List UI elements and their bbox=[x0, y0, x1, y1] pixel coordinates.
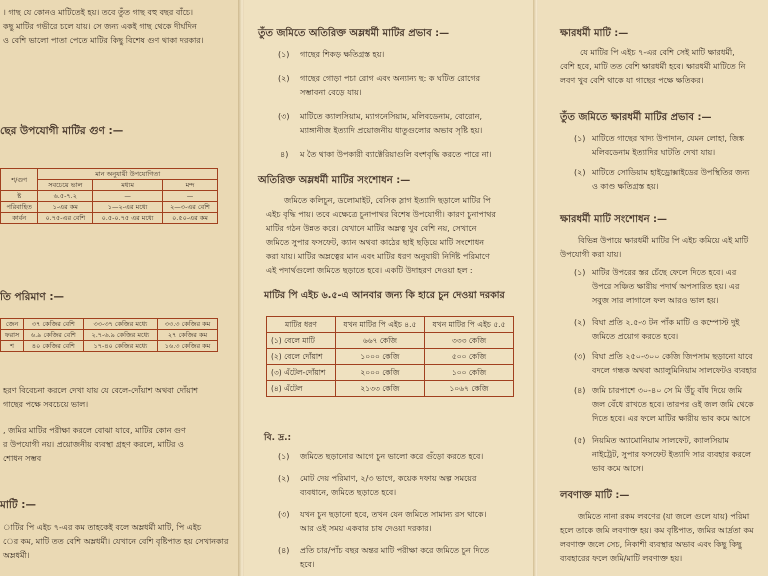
table-cell: ষ্ট bbox=[1, 191, 38, 202]
middle-panel bbox=[244, 0, 534, 576]
list-item: দিতে হবে। এর ফলে মাটির ক্ষারীয় ভাব কমে আসে bbox=[592, 414, 751, 423]
paragraph-line: উপযোগী করা যায়। bbox=[560, 250, 622, 259]
table-subheader: মধ্যম bbox=[93, 180, 163, 191]
lime-rate-table bbox=[266, 316, 514, 397]
list-item: উপরে সঞ্চিত ক্ষারীয় পদার্থ অপসারিত হয়। এর bbox=[592, 282, 740, 291]
intro-line: । গাছ যে কোনও মাটিতেই হয়। তবে তুঁত গাছ বহু বছর বাঁচে। bbox=[3, 8, 194, 17]
paragraph-line: এই পদার্থগুলো জমিতে ছড়াতে হবে। একটি উদাহরণ দেওয়া হল : bbox=[266, 266, 473, 275]
paragraph-line: বেশি হবে, মাটি তত বেশি ক্ষারধর্মী হবে। ক্ষারধর্মী মাটিতে নি bbox=[560, 62, 746, 71]
table-cell: ১—২-এর মধ্যে bbox=[93, 202, 163, 213]
list-item: যখন চুন ছড়ানো হবে, তখন যেন জমিতে সামান্য রস থাকে। bbox=[300, 510, 487, 519]
paragraph-line: র উপযোগী নয়। প্রয়োজনীয় ব্যবস্থা গ্রহণ করলে, মাটির ও bbox=[3, 440, 184, 449]
list-item: আর ওই সময় একবার চাষ দেওয়া দরকার। bbox=[300, 524, 432, 533]
list-item: ভাব কমে আসে। bbox=[592, 464, 644, 473]
table-cell: (২) বেলে দোঁয়াশ bbox=[267, 349, 336, 365]
paragraph-line: গাছের পক্ষে সবচেয়ে ভাল। bbox=[3, 400, 89, 409]
table-cell: ২১৩৩ কেজি bbox=[335, 381, 424, 397]
list-item: নাইট্রেট, সুপার ফসফেট ইত্যাদি সার ব্যবহার করলে bbox=[592, 450, 751, 459]
list-number: (২) bbox=[574, 318, 586, 327]
paragraph-line: বিভিন্ন উপায়ে ক্ষারধর্মী মাটির পি এইচ কমিয়ে এই মাটি bbox=[578, 236, 749, 245]
list-number: (১) bbox=[574, 268, 586, 277]
paragraph-line: াটির পি এইচ ৭-এর কম তাহকেই বলে অম্লধর্মী মাটি, পি এইচ bbox=[3, 523, 202, 532]
intro-line: কছু মাটির গভীরে চলে যায়। সে জন্য একই গাছ থেকে দীর্ঘদিন bbox=[3, 22, 197, 31]
nutrient-table bbox=[0, 318, 218, 352]
list-item: মাটিতে ক্যালসিয়াম, ম্যাগনেসিয়াম, মলিবডেনাম, বোরোন, bbox=[300, 112, 483, 121]
table-header-cell: যখন মাটির পি এইচ ৪.৫ bbox=[335, 317, 424, 333]
list-item: জল বেঁধে রাখতে হবে। তারপর ওই জল জমি থেকে bbox=[592, 400, 754, 409]
paragraph-line: হরণ বিবেচনা করলে দেখা যায় যে বেলে-দোঁয়াশ অথবা দোঁয়াশ bbox=[3, 386, 199, 395]
table-cell: ১৬.৩ কেজির কম bbox=[158, 341, 218, 352]
table-cell: ২.৭-৬.৯ কেজির মধ্যে bbox=[83, 330, 157, 341]
table-cell: ২—৩-এর বেশি bbox=[163, 202, 218, 213]
table-row bbox=[267, 365, 514, 381]
soil-quality-table bbox=[0, 168, 218, 224]
table-header-cell: শ/গুণ bbox=[1, 169, 38, 191]
section-heading: মাটি :— bbox=[0, 499, 36, 511]
list-item: ব্যবধানে, জমিতে ছড়াতে হবে। bbox=[300, 488, 397, 497]
paragraph-line: , জমির মাটির পরীক্ষা করলে বোঝা যাবে, মাটির কোন গুণ bbox=[3, 426, 186, 435]
table-cell: ০.৫-০.৭৫ এর মধ্যে bbox=[93, 213, 163, 224]
list-item: মলিবডেনাম ইত্যাদির ঘাটতি দেখা যায়। bbox=[592, 148, 716, 157]
list-number: (৩) bbox=[574, 352, 586, 361]
list-item: জমিতে প্রয়োগ করতে হবে। bbox=[592, 332, 679, 341]
table-cell: ৬.৯ কেজির বেশি bbox=[24, 330, 83, 341]
table-cell: ৩৩.৩ কেজির কম bbox=[158, 319, 218, 330]
table-row bbox=[1, 202, 218, 213]
list-item: বিঘা প্রতি ২৫০-৩০০ কেজি জিপসাম ছড়ানো যাবে bbox=[592, 352, 753, 361]
list-item: সবুজ সার লাগালে ফল আরও ভাল হয়। bbox=[592, 296, 719, 305]
list-item: ম তৈ থাকা উপকারী ব্যাক্টেরিয়াগুলি বংশবৃদ্ধি করতে পারে না। bbox=[300, 150, 492, 159]
table-cell: ৬৬৭ কেজি bbox=[335, 333, 424, 349]
paragraph-line: ব্যবহারের ফলে জমি/মাটি লবণাক্ত হয়। bbox=[560, 554, 683, 563]
list-number: (২) bbox=[278, 474, 290, 483]
table-cell: (৪) এঁটেল bbox=[267, 381, 336, 397]
paragraph-line: অম্লধর্মী। bbox=[3, 551, 30, 560]
table-row bbox=[1, 341, 218, 352]
list-number: (২) bbox=[574, 168, 586, 177]
table-cell: ১৭-৪০ কেজির মধ্যে bbox=[83, 341, 157, 352]
paragraph-line: হলে তাকে জমি লবণাক্ত হয়। কম বৃষ্টিপাত, জমির আর্দ্রতা কম bbox=[560, 526, 754, 535]
table-cell: ৩৭ কেজির বেশি bbox=[24, 319, 83, 330]
table-cell: ৩৩-৩৭ কেজির মধ্যে bbox=[83, 319, 157, 330]
list-item: জমি চারপাশে ৩০-৪০ সে মি উঁচু বাঁধ দিয়ে জমি bbox=[592, 386, 743, 395]
section-heading: লবণাক্ত মাটি :— bbox=[560, 490, 630, 501]
table-title: মাটির পি এইচ ৬.৫-এ আনবার জন্য কি হারে চুন দেওয়া দরকার bbox=[264, 290, 505, 301]
list-item: হবে। bbox=[300, 560, 315, 569]
paragraph-line: যে মাটির পি এইচ ৭-এর বেশি সেই মাটি ক্ষারধর্মী, bbox=[580, 48, 735, 57]
list-item: ও কাণ্ড ক্ষতিগ্রস্ত হয়। bbox=[592, 182, 659, 191]
left-panel bbox=[0, 0, 240, 576]
table-cell: ফরাস bbox=[1, 330, 24, 341]
note-label: বি. দ্র.: bbox=[264, 433, 292, 443]
section-heading: তি পরিমাণ :— bbox=[0, 291, 65, 303]
table-row bbox=[1, 191, 218, 202]
table-row bbox=[267, 381, 514, 397]
paragraph-line: এইচ বৃদ্ধি পায়। তবে এক্ষেত্রে চুনাপাথর বিশেষ উপযোগী। কারণ চুনাপাথর bbox=[266, 210, 496, 219]
list-number: (১) bbox=[278, 50, 290, 59]
table-cell: ২৭ কেজির কম bbox=[158, 330, 218, 341]
list-item: মোট দেয় পরিমাণ, ২/৩ ভাগে, কয়েক দফায় অল্প সময়ের bbox=[300, 474, 477, 483]
table-cell: ০.৭৫-এর বেশি bbox=[38, 213, 93, 224]
table-cell: পরিবাহিত bbox=[1, 202, 38, 213]
list-number: (১) bbox=[574, 134, 586, 143]
paragraph-line: করা যায়। মাটির অম্লত্বের মান এবং মাটির ধরণ অনুযায়ী নির্দিষ্ট পরিমাণে bbox=[266, 252, 490, 261]
list-number: (৫) bbox=[574, 436, 586, 445]
list-number: (১) bbox=[278, 452, 290, 461]
table-header-cell: মাটির ধরণ bbox=[267, 317, 336, 333]
section-heading: তুঁত জমিতে ক্ষারধর্মী মাটির প্রভাব :— bbox=[560, 112, 712, 123]
table-row bbox=[1, 319, 218, 330]
list-item: ম্যাঙ্গানীজ ইত্যাদি প্রয়োজনীয় ধাতুগুলোর অভাব সৃষ্টি হয়। bbox=[300, 126, 483, 135]
list-item: গাছের গোড়া পচা রোগ এবং অন্যান্য ছ: ক ঘটিত রোগের bbox=[300, 74, 481, 83]
paragraph-line: লবণ খুব বেশি থাকে যা গাছের পক্ষে ক্ষতিকর। bbox=[560, 76, 704, 85]
paragraph-line: মাটির গঠন উন্নত করে। যেখানে মাটির অম্লত্ব খুব বেশি নয়, সেখানে bbox=[266, 224, 477, 233]
table-cell: শ bbox=[1, 341, 24, 352]
table-cell: ৪০ কেজির বেশি bbox=[24, 341, 83, 352]
table-cell: ৫০০ কেজি bbox=[424, 349, 513, 365]
table-cell: ১০০ কেজি bbox=[424, 365, 513, 381]
paragraph-line: শোধন সম্ভব bbox=[3, 454, 42, 463]
table-row bbox=[1, 330, 218, 341]
table-header-cell: যখন মাটির পি এইচ ৫.৫ bbox=[424, 317, 513, 333]
table-group-header: মান অনুযায়ী উপযোগিতা bbox=[38, 169, 218, 180]
section-heading: তুঁত জমিতে অতিরিক্ত অম্লধর্মী মাটির প্রভাব :— bbox=[258, 28, 450, 39]
paragraph-line: লবণাক্ত জলে সেচ, নিকাশী ব্যবস্থার অভাব এবং কিছু কিছু bbox=[560, 540, 742, 549]
table-cell: ১০০০ কেজি bbox=[335, 349, 424, 365]
section-heading: অতিরিক্ত অম্লধর্মী মাটির সংশোধন :— bbox=[258, 175, 411, 186]
list-item: বদলে গন্ধক অথবা অ্যালুমিনিয়াম সালফেটও ব্যবহার bbox=[592, 366, 757, 375]
table-cell: কার্বন bbox=[1, 213, 38, 224]
list-item: বিঘা প্রতি ২.৫-৩ টন পাঁক মাটি ও কম্পোস্ট দুই bbox=[592, 318, 740, 327]
table-subheader: সবচেয়ে ভাল bbox=[38, 180, 93, 191]
list-item: গাছের শিকড় ক্ষতিগ্রস্ত হয়। bbox=[300, 50, 385, 59]
list-number: (৩) bbox=[278, 510, 290, 519]
paragraph-line: জমিতে নানা রকম লবণের (যা জলে গুলে যায়) পরিমা bbox=[578, 512, 750, 521]
table-cell: ১-এর কম bbox=[38, 202, 93, 213]
table-cell: — bbox=[93, 191, 163, 202]
list-number: (২) bbox=[278, 74, 290, 83]
list-number: (৪) bbox=[278, 546, 290, 555]
table-cell: ১০৬৭ কেজি bbox=[424, 381, 513, 397]
list-number: (৪) bbox=[574, 386, 586, 395]
table-cell: জেন bbox=[1, 319, 24, 330]
list-item: সম্ভাবনা বেড়ে যায়। bbox=[300, 88, 362, 97]
table-cell: ০.৫০-এর কম bbox=[163, 213, 218, 224]
list-item: মাটিতে সোডিয়াম হাইড্রোক্সাইডের উপস্থিতির জন্য bbox=[592, 168, 750, 177]
table-cell: ৩৩৩ কেজি bbox=[424, 333, 513, 349]
paragraph-line: জমিতে কলিচুন, ডলোমাইট, বেসিক স্লাগ ইত্যাদি ছড়ালে মাটির পি bbox=[284, 196, 491, 205]
right-panel bbox=[538, 0, 768, 576]
list-item: নিয়মিত অ্যামোনিয়াম সালফেট, ক্যালসিয়াম bbox=[592, 436, 729, 445]
table-cell: (১) বেলে মাটি bbox=[267, 333, 336, 349]
paragraph-line: ের কম, মাটি তত বেশি অম্লধর্মী। যেখানে বেশি বৃষ্টিপাত হয় সেখানকার bbox=[3, 537, 229, 546]
intro-line: ও বেশি ভালো পাতা পেতে মাটির কিছু বিশেষ গুণ থাকা দরকার। bbox=[3, 36, 204, 45]
table-row bbox=[1, 213, 218, 224]
list-item: প্রতি চার/পাঁচ বছর অন্তর মাটি পরীক্ষা করে জমিতে চুন দিতে bbox=[300, 546, 489, 555]
list-item: মাটির উপরের স্তর চেঁছে ফেলে দিতে হবে। এর bbox=[592, 268, 737, 277]
table-subheader: মন্দ bbox=[163, 180, 218, 191]
list-item: মাটিতে গাছের খাদ্য উপাদান, যেমন লোহা, জিঙ্ক bbox=[592, 134, 744, 143]
section-heading: ছের উপযোগী মাটির গুণ :— bbox=[0, 125, 124, 137]
table-row bbox=[267, 349, 514, 365]
table-row bbox=[267, 333, 514, 349]
section-heading: ক্ষারধর্মী মাটি সংশোধন :— bbox=[560, 214, 668, 225]
paragraph-line: জমিতে সুপার ফসফেট, ক্যান অথবা কাঠের ছাই ছড়িয়ে মাটি সংশোধন bbox=[266, 238, 484, 247]
table-cell: ২০০০ কেজি bbox=[335, 365, 424, 381]
table-cell: (৩) এঁটেল-দোঁয়াশ bbox=[267, 365, 336, 381]
list-number: (৩) bbox=[278, 112, 290, 121]
table-cell: — bbox=[163, 191, 218, 202]
table-cell: ৬.৫-৭.২ bbox=[38, 191, 93, 202]
list-item: জমিতে ছড়ানোর আগে চুন ভালো করে গুঁড়ো করতে হবে। bbox=[300, 452, 484, 461]
list-number: ৪) bbox=[280, 150, 289, 159]
section-heading: ক্ষারধর্মী মাটি :— bbox=[560, 28, 629, 39]
